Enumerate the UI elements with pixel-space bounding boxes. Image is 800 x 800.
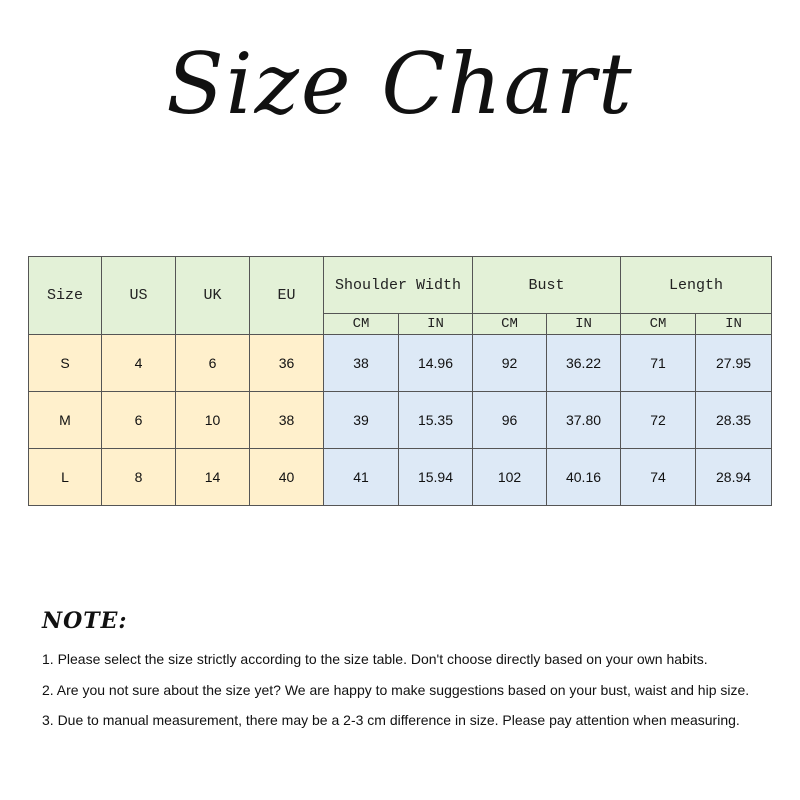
cell-uk: 10: [176, 392, 250, 449]
cell-length-in: 28.35: [696, 392, 772, 449]
note-item: 3. Due to manual measurement, there may be a 2-3 cm difference in size. Please pay attention when measuring.: [42, 712, 740, 728]
size-table: [28, 256, 772, 506]
cell-us: 8: [102, 449, 176, 506]
cell-size: S: [29, 335, 102, 392]
cell-us: 4: [102, 335, 176, 392]
cell-size: L: [29, 449, 102, 506]
table-row: [29, 392, 772, 449]
header-length: Length: [621, 257, 772, 314]
cell-shoulder-in: 14.96: [399, 335, 473, 392]
note-item: 1. Please select the size strictly according to the size table. Don't choose directly based on your own habits.: [42, 651, 708, 667]
cell-length-in: 28.94: [696, 449, 772, 506]
table-row: [29, 335, 772, 392]
cell-bust-in: 40.16: [547, 449, 621, 506]
note-heading: NOTE:: [42, 608, 128, 634]
cell-bust-in: 36.22: [547, 335, 621, 392]
cell-shoulder-cm: 39: [324, 392, 399, 449]
cell-size: M: [29, 392, 102, 449]
cell-uk: 14: [176, 449, 250, 506]
cell-length-cm: 71: [621, 335, 696, 392]
header-bust: Bust: [473, 257, 621, 314]
subheader-bust-in: IN: [547, 314, 621, 335]
cell-shoulder-in: 15.35: [399, 392, 473, 449]
cell-shoulder-in: 15.94: [399, 449, 473, 506]
cell-eu: 36: [250, 335, 324, 392]
cell-shoulder-cm: 38: [324, 335, 399, 392]
cell-shoulder-cm: 41: [324, 449, 399, 506]
cell-bust-cm: 96: [473, 392, 547, 449]
subheader-bust-cm: CM: [473, 314, 547, 335]
note-item: 2. Are you not sure about the size yet? We are happy to make suggestions based on your bust, waist and hip size.: [42, 682, 750, 698]
header-eu: EU: [250, 257, 324, 335]
table-row: [29, 449, 772, 506]
cell-length-in: 27.95: [696, 335, 772, 392]
cell-eu: 38: [250, 392, 324, 449]
cell-us: 6: [102, 392, 176, 449]
header-us: US: [102, 257, 176, 335]
header-size: Size: [29, 257, 102, 335]
subheader-length-in: IN: [696, 314, 772, 335]
cell-eu: 40: [250, 449, 324, 506]
cell-length-cm: 74: [621, 449, 696, 506]
cell-uk: 6: [176, 335, 250, 392]
header-uk: UK: [176, 257, 250, 335]
cell-bust-cm: 102: [473, 449, 547, 506]
cell-length-cm: 72: [621, 392, 696, 449]
page-title: Size Chart: [166, 35, 634, 133]
subheader-shoulder-in: IN: [399, 314, 473, 335]
cell-bust-in: 37.80: [547, 392, 621, 449]
subheader-length-cm: CM: [621, 314, 696, 335]
subheader-shoulder-cm: CM: [324, 314, 399, 335]
cell-bust-cm: 92: [473, 335, 547, 392]
header-shoulder-width: Shoulder Width: [324, 257, 473, 314]
